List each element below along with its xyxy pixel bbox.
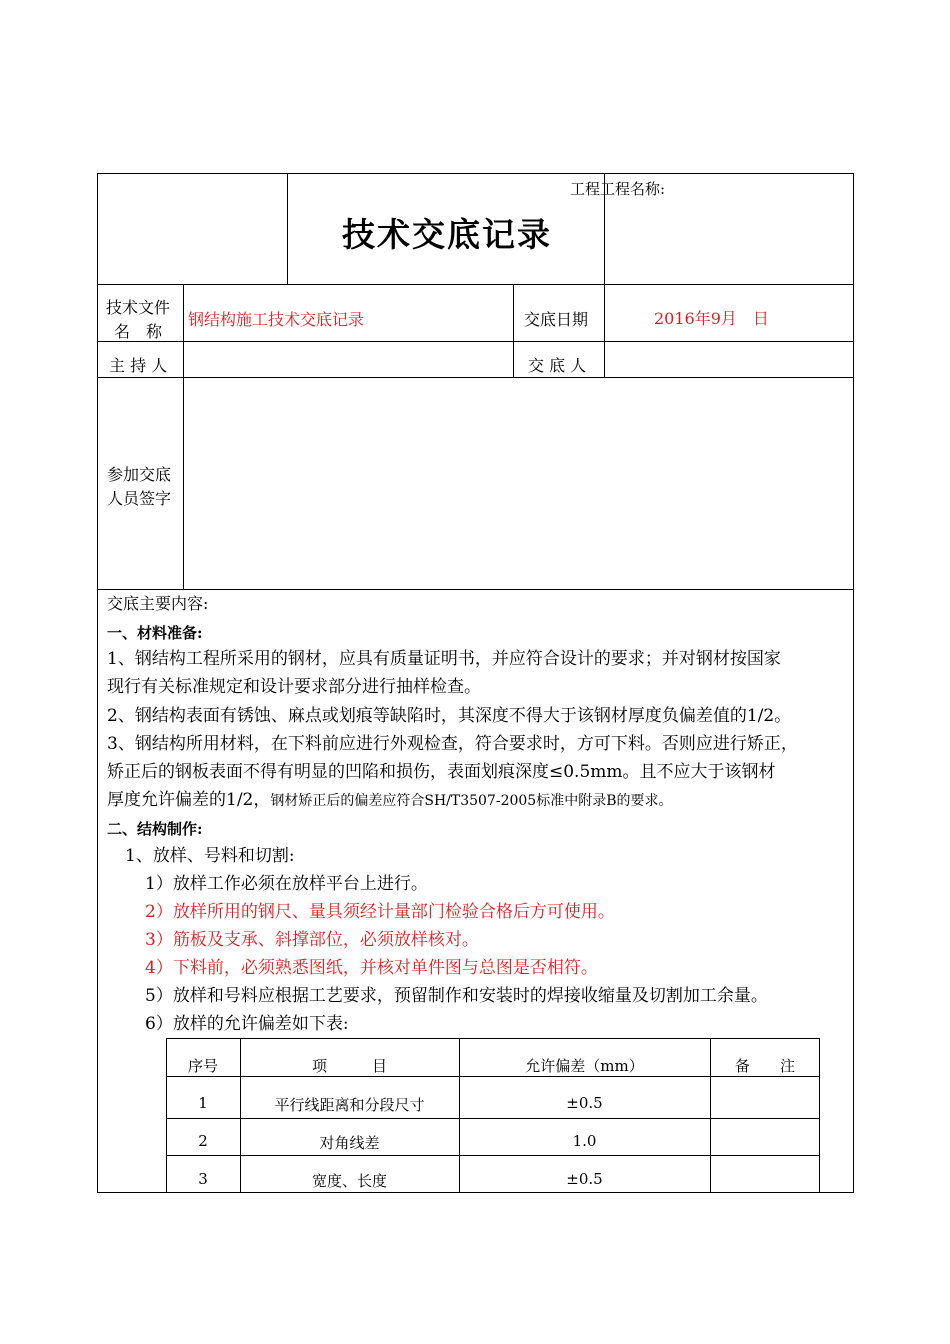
section2-item5: 5）放样和号料应根据工艺要求，预留制作和安装时的焊接收缩量及切割加工余量。 <box>145 986 768 1006</box>
attendees-label-line2: 人员签字 <box>107 489 172 508</box>
section2-item2: 2）放样所用的钢尺、量具须经计量部门检验合格后方可使用。 <box>145 902 615 922</box>
tolerance-table-header-divider <box>166 1076 820 1077</box>
host-label: 主 持 人 <box>109 356 168 375</box>
project-name-label: 工程工程名称: <box>570 180 666 198</box>
table-cell-tolerance: ±0.5 <box>566 1094 603 1112</box>
table-cell-tolerance: 1.0 <box>572 1132 597 1150</box>
divider-file-row <box>97 341 854 342</box>
table-cell-item: 对角线差 <box>319 1134 380 1152</box>
divider-mid-right <box>604 284 605 377</box>
divider-attendees-row <box>97 589 854 590</box>
section1-item3-line1: 3、钢结构所用材料，在下料前应进行外观检查，符合要求时，方可下料。否则应进行矫正， <box>107 734 798 754</box>
section2-item4: 4）下料前，必须熟悉图纸，并核对单件图与总图是否相符。 <box>145 958 598 978</box>
divider-label-column <box>183 284 184 589</box>
section2-item1: 1）放样工作必须在放样平台上进行。 <box>145 874 428 894</box>
divider-mid-left <box>513 284 514 377</box>
content-heading: 交底主要内容: <box>107 594 209 613</box>
presenter-label: 交 底 人 <box>528 356 587 375</box>
attendees-label-line1: 参加交底 <box>107 465 172 484</box>
file-name-label-line2: 名 称 <box>114 322 163 341</box>
table-cell-item: 宽度、长度 <box>311 1172 387 1190</box>
section1-item1-line1: 1、钢结构工程所采用的钢材，应具有质量证明书，并应符合设计的要求；并对钢材按国家 <box>107 649 781 669</box>
file-name-value: 钢结构施工技术交底记录 <box>188 310 365 329</box>
tolerance-table-row-divider <box>166 1118 820 1119</box>
table-cell-index: 2 <box>198 1132 208 1150</box>
file-name-label-line1: 技术文件 <box>106 298 171 317</box>
divider-title-left <box>287 173 288 284</box>
date-value: 2016年9月 日 <box>654 309 769 328</box>
section2-item6: 6）放样的允许偏差如下表: <box>145 1014 349 1034</box>
table-cell-item: 平行线距离和分段尺寸 <box>274 1096 425 1114</box>
section1-title: 一、材料准备: <box>107 624 203 642</box>
table-header-item: 项 目 <box>311 1057 387 1075</box>
section2-subtitle: 1、放样、号料和切割: <box>125 846 295 866</box>
section2-title: 二、结构制作: <box>107 820 203 838</box>
section1-item3-line3-part1: 厚度允许偏差的1/2， <box>107 790 271 810</box>
table-header-remarks: 备 注 <box>734 1057 795 1075</box>
section1-item3-line3-part2: 钢材矫正后的偏差应符合SH/T3507-2005标准中附录B的要求。 <box>270 793 673 809</box>
divider-header <box>97 284 854 285</box>
table-header-tolerance: 允许偏差（mm） <box>525 1057 644 1075</box>
date-label: 交底日期 <box>524 310 589 329</box>
table-header-index: 序号 <box>187 1057 218 1075</box>
section2-item3: 3）筋板及支承、斜撑部位，必须放样核对。 <box>145 930 479 950</box>
document-title: 技术交底记录 <box>342 215 552 254</box>
section1-item3-line2: 矫正后的钢板表面不得有明显的凹陷和损伤，表面划痕深度≤0.5mm。且不应大于该钢材 <box>107 762 776 782</box>
tolerance-table-row-divider <box>166 1155 820 1156</box>
divider-host-row <box>97 377 854 378</box>
table-cell-index: 3 <box>198 1170 208 1188</box>
table-cell-tolerance: ±0.5 <box>566 1170 603 1188</box>
section1-item1-line2: 现行有关标准规定和设计要求部分进行抽样检查。 <box>107 677 481 697</box>
section1-item3-line3 <box>107 786 673 815</box>
section1-item2: 2、钢结构表面有锈蚀、麻点或划痕等缺陷时，其深度不得大于该钢材厚度负偏差值的1/2。 <box>107 706 792 726</box>
table-cell-index: 1 <box>198 1094 208 1112</box>
